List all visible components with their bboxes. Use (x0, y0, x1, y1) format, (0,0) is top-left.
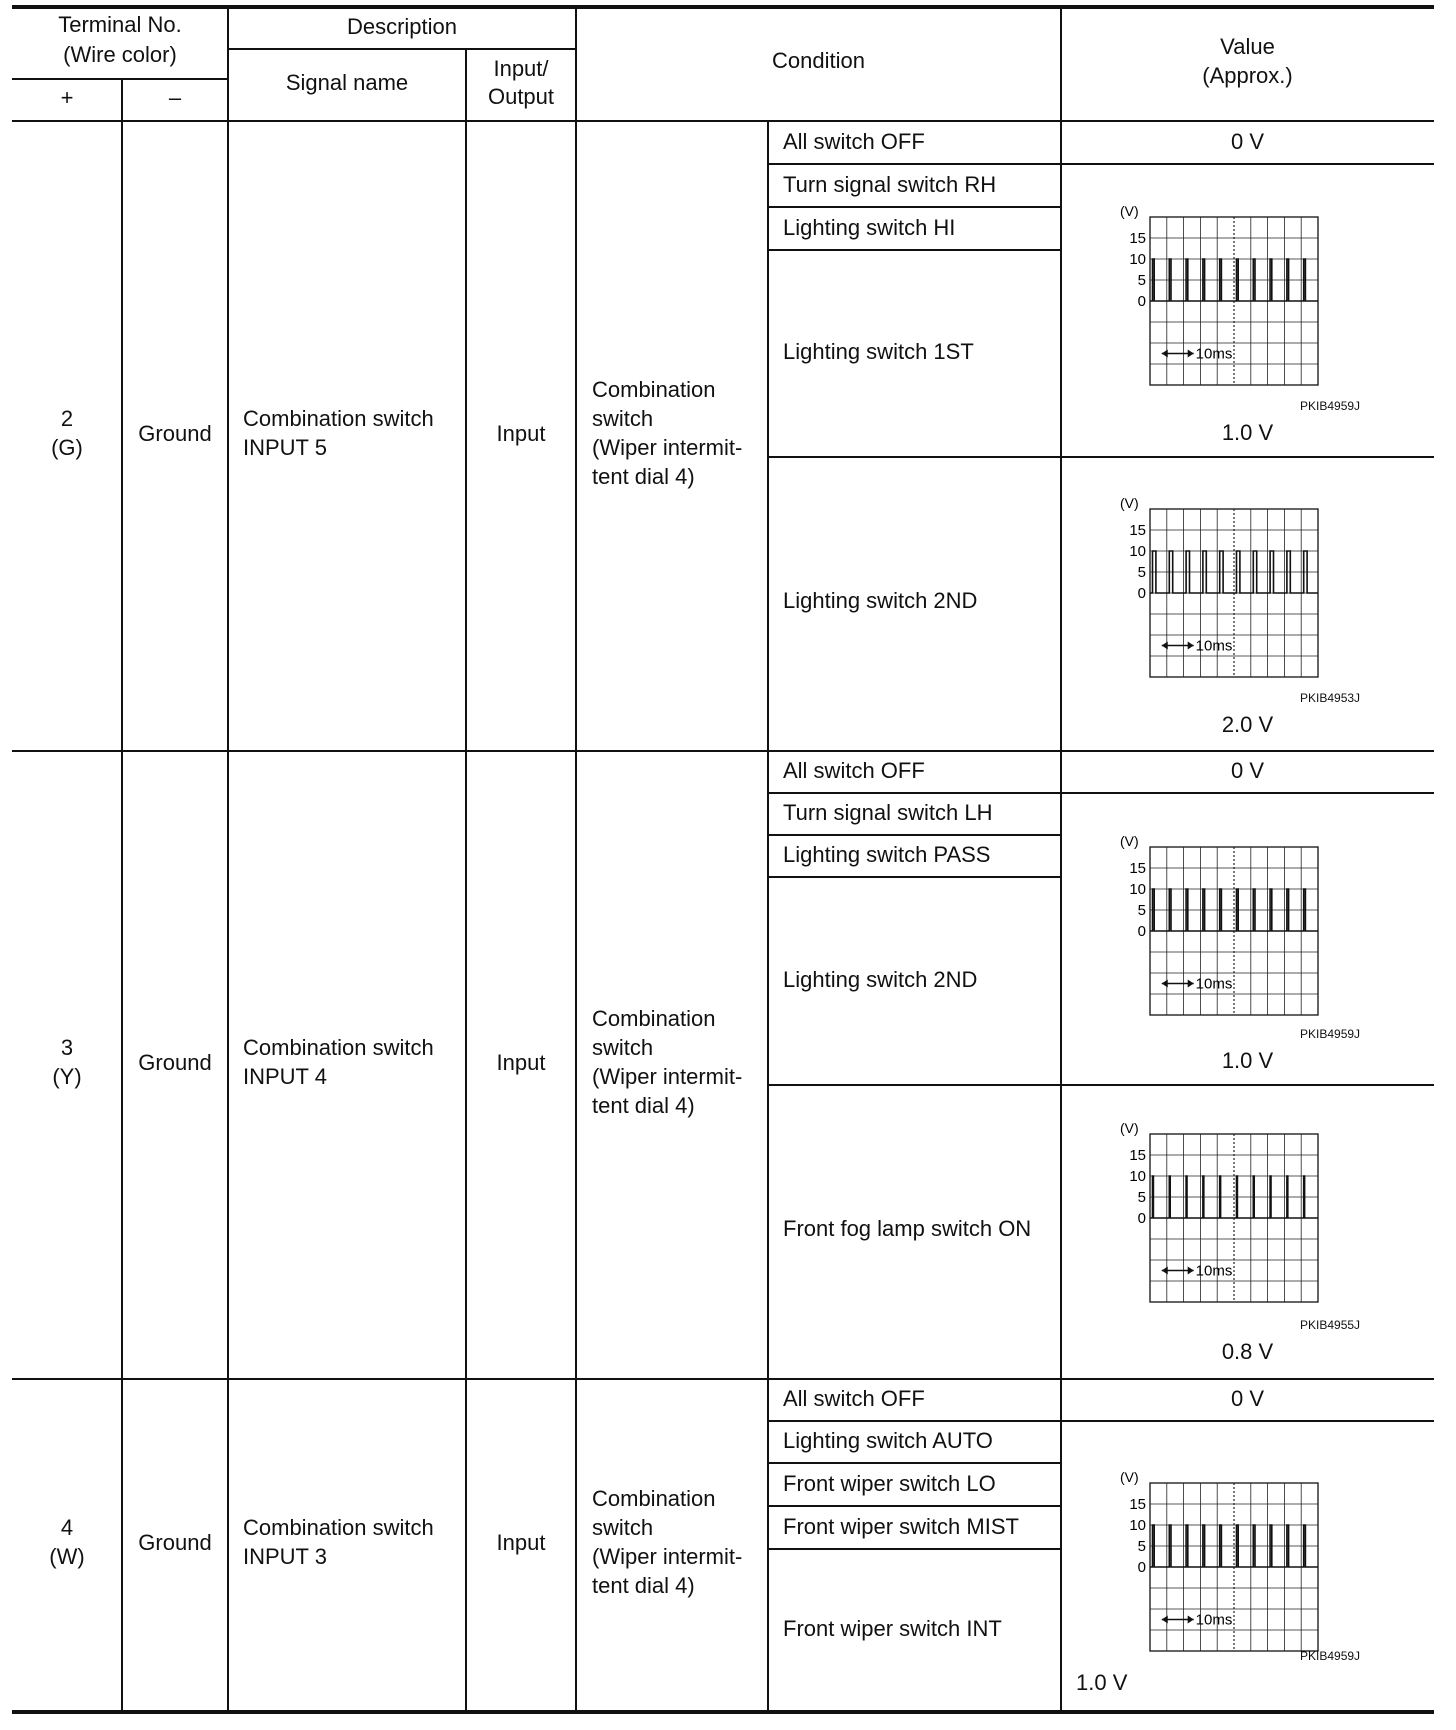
terminal-number: 3 (60, 1035, 74, 1060)
time-division-label: 10ms (1195, 1262, 1233, 1280)
scope-unit-label: (V) (1120, 1471, 1139, 1485)
arrow-head (1188, 642, 1194, 650)
col-line (465, 48, 467, 1712)
switch-condition: Front wiper switch INT (783, 1616, 1002, 1641)
time-division-label: 10ms (1195, 1611, 1233, 1629)
col-line (575, 5, 577, 1712)
switch-condition: All switch OFF (783, 758, 925, 783)
scope-value: 2.0 V (1221, 712, 1274, 737)
scope-svg (1108, 497, 1328, 681)
ground-label: Ground (138, 1530, 212, 1555)
condition-group: tent dial 4) (592, 1093, 695, 1118)
condition-group: switch (592, 1035, 654, 1060)
sub-rule (767, 792, 1434, 794)
waveform-scope (1108, 497, 1328, 686)
condition-group: switch (592, 406, 654, 431)
header-input-output: Input/ (493, 56, 549, 81)
signal-name: INPUT 5 (243, 435, 327, 460)
arrow-head (1188, 980, 1194, 988)
header-value: Value (1220, 34, 1275, 59)
scope-tick-label: 5 (1137, 902, 1146, 919)
signal-name: Combination switch (243, 1035, 434, 1060)
sub-rule (767, 876, 1060, 878)
switch-condition: Lighting switch 1ST (783, 339, 974, 364)
scope-tick-label: 5 (1137, 1189, 1146, 1206)
header-rule-1 (228, 48, 576, 50)
header-input-output: Output (487, 84, 555, 109)
figure-code: PKIB4955J (1300, 1318, 1361, 1332)
signal-name: INPUT 4 (243, 1064, 327, 1089)
header-condition: Condition (772, 48, 865, 73)
condition-group: tent dial 4) (592, 464, 695, 489)
switch-condition: Front wiper switch LO (783, 1471, 996, 1496)
header-terminal-no: Terminal No. (58, 12, 182, 37)
arrow-head (1188, 1267, 1194, 1275)
figure-code: PKIB4959J (1300, 1027, 1361, 1041)
sub-rule (767, 206, 1060, 208)
waveform-scope (1108, 1122, 1328, 1311)
scope-tick-label: 15 (1129, 1147, 1146, 1164)
condition-group: Combination (592, 1486, 716, 1511)
table-top-rule (12, 5, 1434, 9)
sub-rule (767, 1462, 1060, 1464)
condition-group: tent dial 4) (592, 1573, 695, 1598)
condition-group: (Wiper intermit- (592, 1064, 743, 1089)
scope-tick-label: 10 (1129, 1168, 1146, 1185)
scope-unit-label: (V) (1120, 1122, 1139, 1136)
sub-rule (767, 1548, 1060, 1550)
col-line (121, 78, 123, 1712)
wire-color: (W) (49, 1544, 85, 1569)
switch-condition: Front wiper switch MIST (783, 1514, 1019, 1539)
terminal-number: 4 (60, 1515, 74, 1540)
row-divider (12, 1378, 1434, 1380)
scope-svg (1108, 835, 1328, 1019)
signal-name: INPUT 3 (243, 1544, 327, 1569)
col-line (767, 120, 769, 1712)
value-off: 0 V (1230, 758, 1265, 783)
sub-rule (767, 834, 1060, 836)
switch-condition: Lighting switch PASS (783, 842, 991, 867)
terminal-number: 2 (60, 406, 74, 431)
value-off: 0 V (1230, 129, 1265, 154)
signal-name: Combination switch (243, 1515, 434, 1540)
sub-rule (767, 1420, 1434, 1422)
scope-value: 1.0 V (1221, 1048, 1274, 1073)
scope-unit-label: (V) (1120, 835, 1139, 849)
header-minus: – (168, 85, 182, 110)
header-rule-3 (12, 120, 1434, 122)
col-line (1060, 5, 1062, 1712)
figure-code: PKIB4959J (1300, 1649, 1361, 1663)
scope-tick-label: 15 (1129, 522, 1146, 539)
scope-tick-label: 0 (1137, 923, 1146, 940)
scope-svg (1108, 1471, 1328, 1655)
switch-condition: All switch OFF (783, 129, 925, 154)
scope-tick-label: 0 (1137, 1210, 1146, 1227)
scope-tick-label: 10 (1129, 543, 1146, 560)
time-division-label: 10ms (1195, 637, 1233, 655)
switch-condition: Turn signal switch LH (783, 800, 993, 825)
scope-tick-label: 0 (1137, 293, 1146, 310)
scope-tick-label: 0 (1137, 585, 1146, 602)
switch-condition: All switch OFF (783, 1386, 925, 1411)
sub-rule (767, 456, 1434, 458)
time-division-label: 10ms (1195, 975, 1233, 993)
arrow-head (1188, 1616, 1194, 1624)
value-off: 0 V (1230, 1386, 1265, 1411)
waveform-scope (1108, 205, 1328, 394)
arrow-head (1162, 642, 1168, 650)
switch-condition: Lighting switch 2ND (783, 967, 978, 992)
switch-condition: Lighting switch AUTO (783, 1428, 993, 1453)
condition-group: (Wiper intermit- (592, 1544, 743, 1569)
header-rule-2 (12, 78, 228, 80)
scope-tick-label: 0 (1137, 1559, 1146, 1576)
sub-rule (767, 163, 1434, 165)
io-label: Input (496, 1050, 546, 1075)
ground-label: Ground (138, 421, 212, 446)
waveform-scope (1108, 835, 1328, 1024)
arrow-head (1162, 1267, 1168, 1275)
switch-condition: Lighting switch HI (783, 215, 956, 240)
scope-unit-label: (V) (1120, 205, 1139, 219)
signal-name: Combination switch (243, 406, 434, 431)
scope-value: 1.0 V (1076, 1670, 1128, 1695)
switch-condition: Turn signal switch RH (783, 172, 997, 197)
table-bottom-rule (12, 1710, 1434, 1714)
condition-group: (Wiper intermit- (592, 435, 743, 460)
condition-group: Combination (592, 377, 716, 402)
scope-tick-label: 10 (1129, 881, 1146, 898)
arrow-head (1162, 350, 1168, 358)
header-wire-color: (Wire color) (63, 42, 177, 67)
io-label: Input (496, 421, 546, 446)
scope-value: 0.8 V (1221, 1339, 1274, 1364)
condition-group: Combination (592, 1006, 716, 1031)
waveform-scope (1108, 1471, 1328, 1660)
scope-value: 1.0 V (1221, 420, 1274, 445)
header-plus: + (60, 85, 74, 110)
scope-unit-label: (V) (1120, 497, 1139, 511)
row-divider (12, 750, 1434, 752)
col-line (227, 5, 229, 1712)
scope-svg (1108, 1122, 1328, 1306)
scope-tick-label: 10 (1129, 251, 1146, 268)
switch-condition: Lighting switch 2ND (783, 588, 978, 613)
sub-rule (767, 1084, 1434, 1086)
arrow-head (1188, 350, 1194, 358)
condition-group: switch (592, 1515, 654, 1540)
scope-tick-label: 5 (1137, 272, 1146, 289)
arrow-head (1162, 980, 1168, 988)
sub-rule (767, 249, 1060, 251)
scope-tick-label: 15 (1129, 230, 1146, 247)
switch-condition: Front fog lamp switch ON (783, 1216, 1032, 1241)
wire-color: (Y) (52, 1064, 82, 1089)
arrow-head (1162, 1616, 1168, 1624)
ground-label: Ground (138, 1050, 212, 1075)
sub-rule (767, 1505, 1060, 1507)
scope-tick-label: 15 (1129, 860, 1146, 877)
scope-svg (1108, 205, 1328, 389)
io-label: Input (496, 1530, 546, 1555)
figure-code: PKIB4959J (1300, 399, 1361, 413)
scope-tick-label: 5 (1137, 1538, 1146, 1555)
header-signal-name: Signal name (285, 70, 409, 95)
header-description: Description (346, 14, 458, 39)
scope-tick-label: 10 (1129, 1517, 1146, 1534)
scope-tick-label: 15 (1129, 1496, 1146, 1513)
wire-color: (G) (51, 435, 83, 460)
scope-tick-label: 5 (1137, 564, 1146, 581)
time-division-label: 10ms (1195, 345, 1233, 363)
header-value: (Approx.) (1202, 63, 1293, 88)
figure-code: PKIB4953J (1300, 691, 1361, 705)
